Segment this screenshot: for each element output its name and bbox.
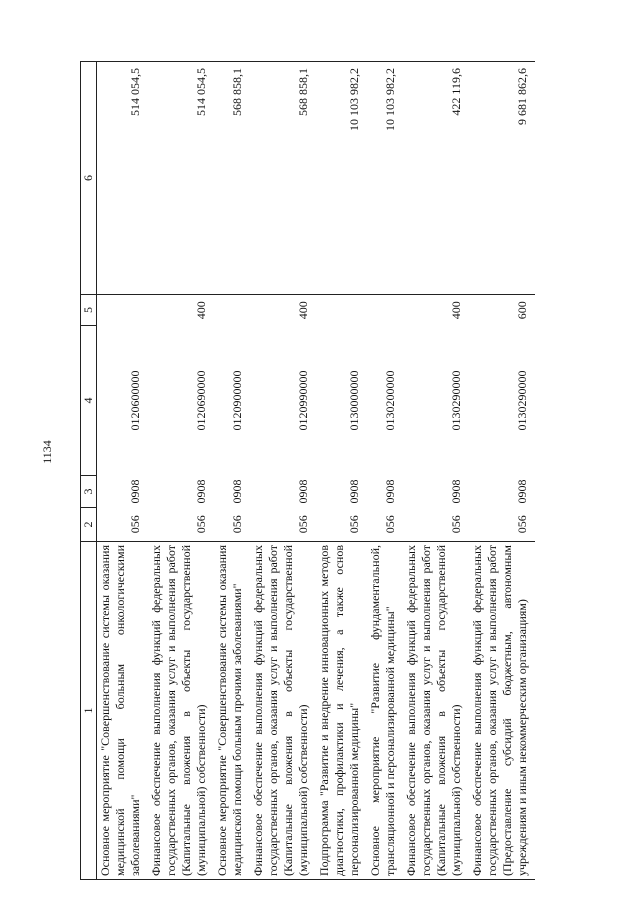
row-sum: 514 054,5 (148, 62, 214, 295)
col-header-4: 4 (81, 326, 97, 476)
row-csr: 0130200000 (383, 370, 397, 431)
table-row (214, 62, 250, 880)
row-ved: 056 (347, 515, 361, 534)
col-header-1: 1 (81, 542, 97, 880)
row-vr (367, 295, 403, 326)
row-vr: 600 (515, 301, 529, 320)
row-rz: 0908 (128, 479, 142, 504)
row-name: Финансовое обеспечение выполнения функций федеральных государственных органов, оказания услуг и выполнения работ (Капитальные вложения в объекты государственной (муниципальной) собственности) (250, 542, 316, 880)
table-row (250, 62, 316, 880)
row-vr (214, 295, 250, 326)
row-name: Основное мероприятие "Совершенствование системы оказания медицинской помощи больным онкологическими заболеваниями" (97, 542, 149, 880)
row-ved: 056 (194, 515, 208, 534)
row-vr (316, 295, 367, 326)
row-name: Основное мероприятие "Развитие фундаментальной, трансляционной и персонализированной медицины" (367, 542, 403, 880)
row-rz: 0908 (383, 479, 397, 504)
column-number-row (81, 62, 97, 880)
row-csr: 0130000000 (347, 370, 361, 431)
row-sum: 422 119,6 (403, 62, 469, 295)
row-csr: 0120600000 (128, 370, 142, 431)
row-rz: 0908 (347, 479, 361, 504)
row-ved: 056 (515, 515, 529, 534)
row-vr: 400 (194, 301, 208, 320)
col-header-3: 3 (81, 476, 97, 508)
row-ved: 056 (449, 515, 463, 534)
row-vr (97, 295, 149, 326)
row-csr: 0130290000 (449, 370, 463, 431)
row-name: Основное мероприятие "Совершенствование системы оказания медицинской помощи больным прочими заболеваниями" (214, 542, 250, 880)
row-ved: 056 (296, 515, 310, 534)
row-vr: 400 (449, 301, 463, 320)
table-row (97, 62, 149, 880)
row-name: Подпрограмма "Развитие и внедрение инновационных методов диагностики, профилактики и лечения, а также основ персонализированной медицины" (316, 542, 367, 880)
row-csr: 0120690000 (194, 370, 208, 431)
row-name: Финансовое обеспечение выполнения функций федеральных государственных органов, оказания услуг и выполнения работ (Капитальные вложения в объекты государственной (муниципальной) собственности) (403, 542, 469, 880)
row-sum: 10 103 982,2 (367, 62, 403, 295)
row-rz: 0908 (449, 479, 463, 504)
row-rz: 0908 (194, 479, 208, 504)
row-sum: 514 054,5 (97, 62, 149, 295)
row-csr: 0120990000 (296, 370, 310, 431)
col-header-2: 2 (81, 508, 97, 542)
row-csr: 0130290000 (515, 370, 529, 431)
table-row (148, 62, 214, 880)
page-number: 1134 (40, 440, 54, 464)
budget-table (80, 61, 535, 880)
table-row (367, 62, 403, 880)
table-row (469, 62, 535, 880)
row-sum: 10 103 982,2 (316, 62, 367, 295)
row-rz: 0908 (230, 479, 244, 504)
row-ved: 056 (128, 515, 142, 534)
row-vr: 400 (296, 301, 310, 320)
row-name: Финансовое обеспечение выполнения функций федеральных государственных органов, оказания услуг и выполнения работ (Предоставление субсидий бюджетным, автономным учреждениям и иным некоммерческим организациям) (469, 542, 535, 880)
col-header-6: 6 (81, 62, 97, 295)
row-sum: 568 858,1 (250, 62, 316, 295)
row-ved: 056 (383, 515, 397, 534)
table-row (403, 62, 469, 880)
row-ved: 056 (230, 515, 244, 534)
row-name: Финансовое обеспечение выполнения функций федеральных государственных органов, оказания услуг и выполнения работ (Капитальные вложения в объекты государственной (муниципальной) собственности) (148, 542, 214, 880)
row-rz: 0908 (296, 479, 310, 504)
col-header-5: 5 (81, 295, 97, 326)
row-sum: 568 858,1 (214, 62, 250, 295)
row-sum: 9 681 862,6 (469, 62, 535, 295)
row-rz: 0908 (515, 479, 529, 504)
rotated-page-content (80, 62, 560, 880)
row-csr: 0120900000 (230, 370, 244, 431)
table-row (316, 62, 367, 880)
